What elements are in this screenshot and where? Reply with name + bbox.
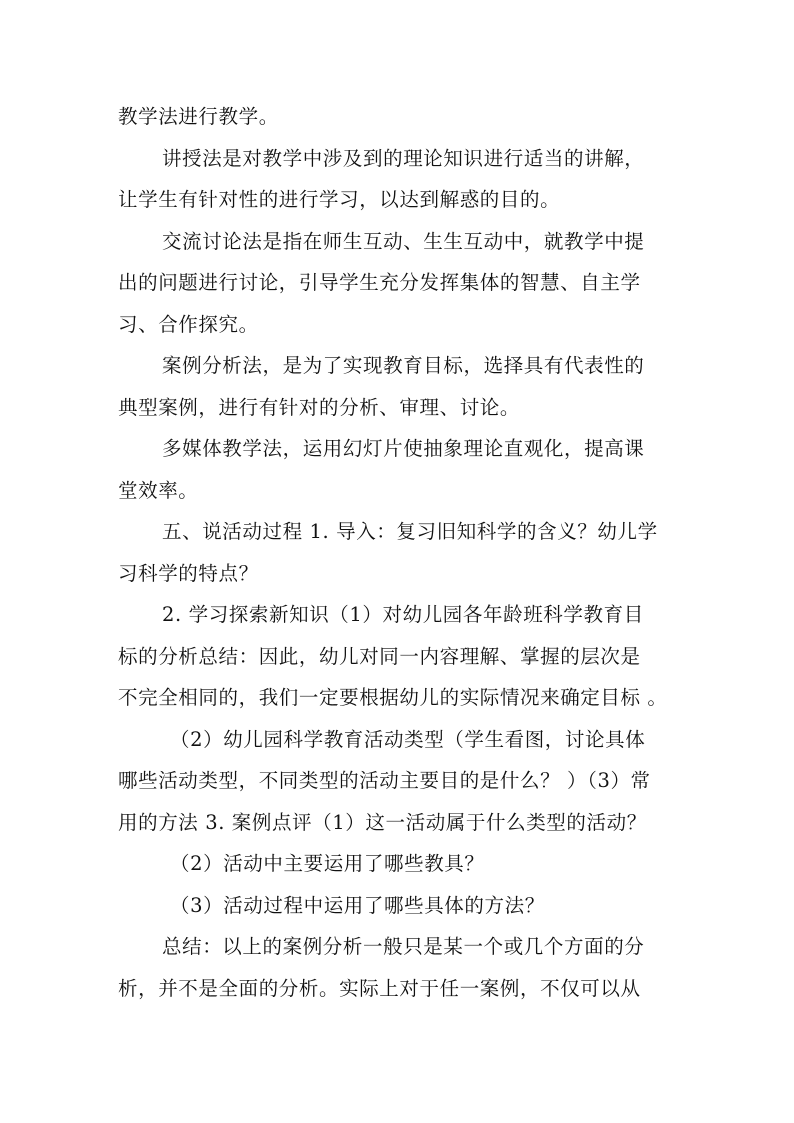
- text-line: 讲授法是对教学中涉及到的理论知识进行适当的讲解，: [162, 146, 645, 170]
- text-line: 堂效率。: [118, 478, 199, 502]
- text-line: 标的分析总结：因此，幼儿对同一内容理解、掌握的层次是: [118, 644, 641, 668]
- text-line: 哪些活动类型，不同类型的活动主要目的是什么？ ）（3）常: [118, 769, 651, 792]
- text-line: 交流讨论法是指在师生互动、生生互动中，就教学中提: [162, 229, 645, 253]
- text-line: 典型案例，进行有针对的分析、审理、讨论。: [118, 395, 521, 419]
- text-line: 出的问题进行讨论，引导学生充分发挥集体的智慧、自主学: [118, 271, 641, 294]
- text-line: （2）活动中主要运用了哪些教具？: [170, 852, 485, 875]
- text-line: 用的方法 3. 案例点评（1）这一活动属于什么类型的活动？: [118, 810, 647, 834]
- text-line: 2. 学习探索新知识（1）对幼儿园各年龄班科学教育目: [162, 603, 644, 626]
- text-line: 多媒体教学法，运用幻灯片使抽象理论直观化，提高课: [162, 437, 645, 460]
- body-text: [118, 96, 680, 1009]
- text-line: 习科学的特点？: [118, 561, 259, 585]
- text-line: 教学法进行教学。: [118, 105, 279, 128]
- text-line: （3）活动过程中运用了哪些具体的方法？: [170, 893, 545, 917]
- text-line: 五、说活动过程 1. 导入：复习旧知科学的含义？幼儿学: [162, 520, 658, 543]
- text-line: （2）幼儿园科学教育活动类型（学生看图，讨论具体: [170, 727, 646, 751]
- text-line: 习、合作探究。: [118, 312, 259, 336]
- text-line: 析，并不是全面的分析。实际上对于任一案例，不仅可以从: [118, 976, 641, 1000]
- text-line: 总结：以上的案例分析一般只是某一个或几个方面的分: [162, 935, 645, 958]
- text-line: 案例分析法，是为了实现教育目标，选择具有代表性的: [162, 354, 645, 377]
- text-line: 不完全相同的，我们一定要根据幼儿的实际情况来确定目标 。: [118, 686, 668, 709]
- text-line: 让学生有针对性的进行学习，以达到解惑的目的。: [118, 188, 561, 211]
